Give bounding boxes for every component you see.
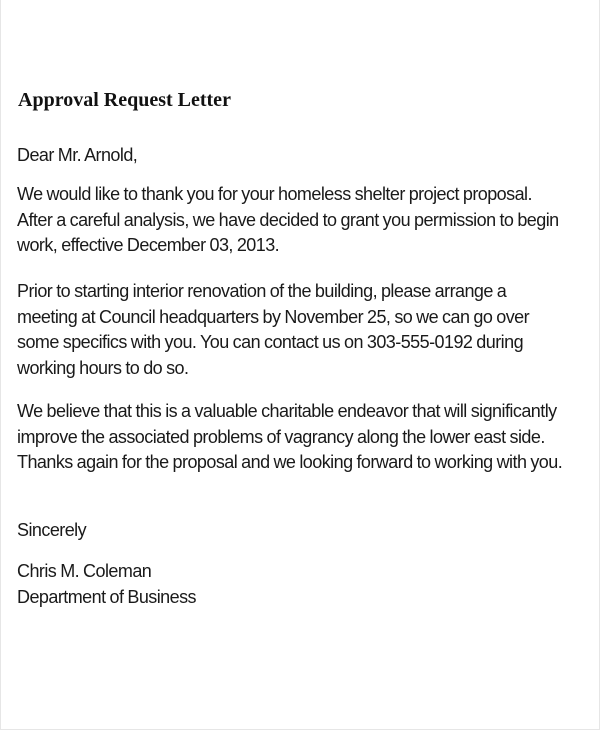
salutation: Dear Mr. Arnold, — [17, 145, 138, 165]
paragraph-2-line-3: some specifics with you. You can contact us on 303-555-0192 during — [17, 332, 524, 352]
paragraph-2 — [17, 279, 577, 381]
paragraph-3-line-3: Thanks again for the proposal and we looking forward to working with you. — [17, 452, 563, 472]
paragraph-1 — [17, 182, 577, 259]
paragraph-3 — [17, 399, 577, 476]
signature-block — [17, 559, 577, 610]
paragraph-2-line-4: working hours to do so. — [17, 357, 189, 378]
paragraph-3-line-1: We believe that this is a valuable charitable endeavor that will significantly — [17, 401, 557, 421]
letter-title: Approval Request Letter — [18, 89, 231, 111]
paragraph-3-line-2: improve the associated problems of vagrancy along the lower east side. — [17, 426, 545, 447]
signer-name: Chris M. Coleman — [17, 561, 152, 581]
closing: Sincerely — [17, 520, 87, 540]
paragraph-2-line-1: Prior to starting interior renovation of the building, please arrange a — [17, 281, 507, 301]
signer-department: Department of Business — [17, 586, 196, 607]
paragraph-1-line-1: We would like to thank you for your homeless shelter project proposal. — [17, 184, 532, 204]
paragraph-1-line-2: After a careful analysis, we have decided to grant you permission to begin — [17, 209, 559, 230]
paragraph-2-line-2: meeting at Council headquarters by November 25, so we can go over — [17, 306, 530, 327]
paragraph-1-line-3: work, effective December 03, 2013. — [17, 235, 280, 255]
